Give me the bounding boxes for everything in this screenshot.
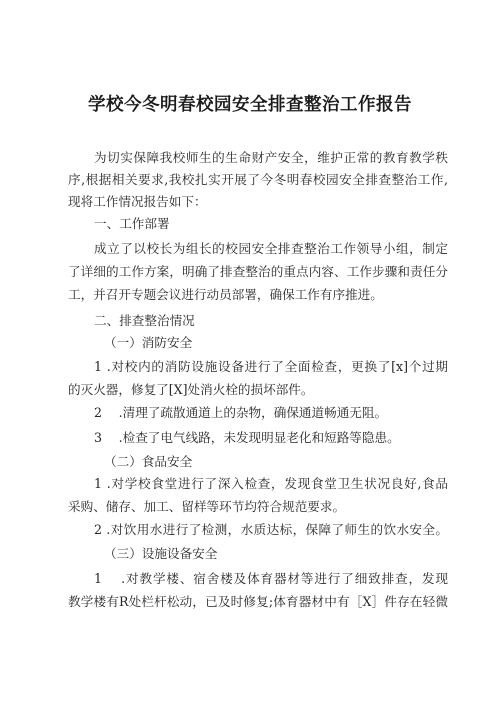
list-item-line: 教学楼有R处栏杆松动，已及时修复;体育器材中有［X］件存在轻微 bbox=[68, 594, 448, 609]
subsection-heading: （三）设施设备安全 bbox=[104, 546, 218, 561]
paragraph-line: 成立了以校长为组长的校园安全排查整治工作领导小组，制定 bbox=[94, 241, 448, 256]
list-item-line: 1 .对校内的消防设施设备进行了全面检查，更换了[x]个过期 bbox=[94, 359, 448, 374]
section-heading: 一、工作部署 bbox=[94, 216, 170, 231]
list-item-line: 1 .对学校食堂进行了深入检查，发现食堂卫生状况良好,食品 bbox=[94, 476, 448, 491]
section-heading: 二、排查整治情况 bbox=[94, 313, 195, 328]
paragraph-line: 工，并召开专题会议进行动员部署，确保工作有序推进。 bbox=[68, 287, 383, 302]
paragraph-line: 为切实保障我校师生的生命财产安全，维护正常的教育教学秩 bbox=[94, 150, 448, 165]
list-item-line: 2 .清理了疏散通道上的杂物，确保通道畅通无阻。 bbox=[94, 405, 388, 420]
subsection-heading: （二）食品安全 bbox=[104, 454, 193, 469]
document-title: 学校今冬明春校园安全排查整治工作报告 bbox=[88, 95, 412, 115]
paragraph-line: 现将工作情况报告如下： bbox=[68, 194, 207, 209]
list-item-line: 的灭火器，修复了[X]处消火栓的损坏部件。 bbox=[68, 382, 314, 397]
list-item-line: 1 .对教学楼、宿舍楼及体育器材等进行了细致排查，发现 bbox=[94, 571, 448, 586]
list-item-line: 2 .对饮用水进行了检测，水质达标，保障了师生的饮水安全。 bbox=[94, 522, 448, 537]
paragraph-line: 序,根据相关要求,我校扎实开展了今冬明春校园安全排查整治工作, bbox=[68, 172, 448, 187]
list-item-line: 采购、储存、加工、留样等环节均符合规范要求。 bbox=[68, 499, 346, 514]
list-item-line: 3 .检查了电气线路，未发现明显老化和短路等隐患。 bbox=[94, 430, 400, 445]
subsection-heading: （一）消防安全 bbox=[104, 335, 193, 350]
paragraph-line: 了详细的工作方案，明确了排查整治的重点内容、工作步骤和责任分 bbox=[68, 264, 448, 279]
